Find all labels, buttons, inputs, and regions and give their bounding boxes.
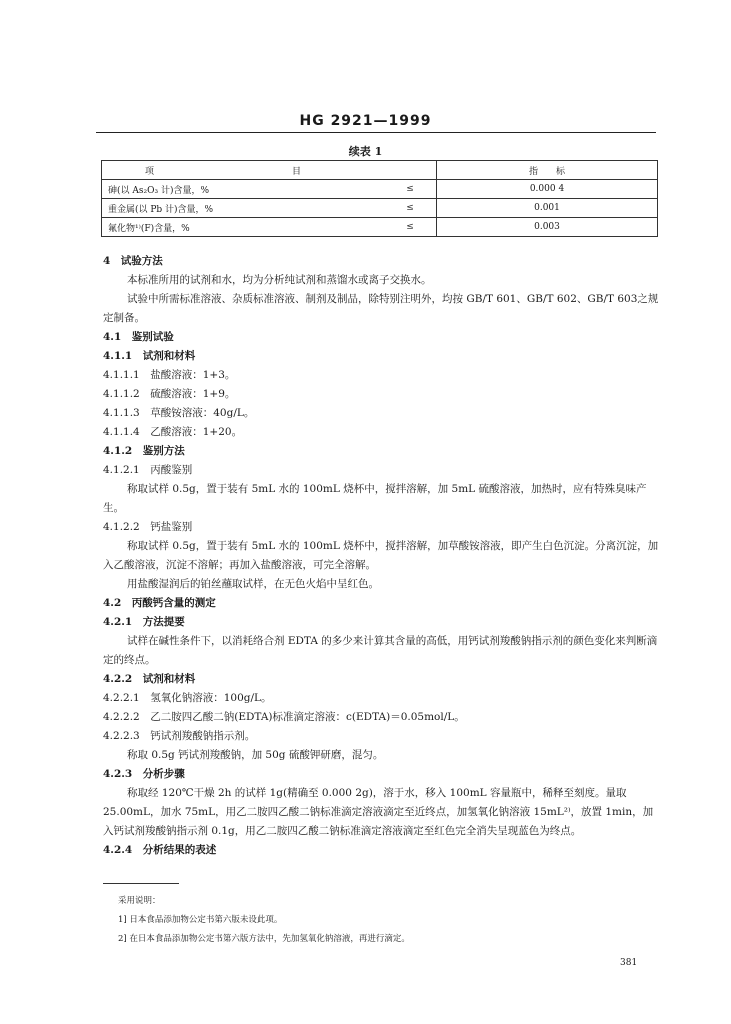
column-header-value: 指 标 bbox=[437, 161, 658, 180]
section-heading: 4 试验方法 bbox=[103, 255, 163, 267]
paragraph: 试样在碱性条件下，以消耗络合剂 EDTA 的多少来计算其含量的高低，用钙试剂羧酸钠指示剂的颜色变化来判断滴定的终点。 bbox=[103, 635, 658, 666]
body-text bbox=[103, 252, 663, 860]
row-item: 重金属(以 Pb 计)含量，% bbox=[102, 199, 385, 218]
section-heading: 4.2.2 试剂和材料 bbox=[103, 673, 196, 685]
footnote-rule bbox=[103, 883, 179, 884]
footnote-item: 2] 在日本食品添加物公定书第六版方法中，先加氢氧化钠溶液，再进行滴定。 bbox=[118, 934, 410, 944]
table-row bbox=[102, 180, 658, 199]
paragraph: 4.1.1.1 盐酸溶液：1+3。 bbox=[103, 369, 236, 381]
table-caption: 续表 1 bbox=[348, 145, 383, 158]
table-header-row bbox=[102, 161, 658, 180]
paragraph: 4.2.2.2 乙二胺四乙酸二钠(EDTA)标准滴定溶液：c(EDTA)＝0.05mol/L。 bbox=[103, 711, 465, 723]
footnote-item: 1] 日本食品添加物公定书第六版未设此项。 bbox=[118, 915, 283, 925]
row-operator: ≤ bbox=[384, 180, 437, 199]
footnotes bbox=[118, 892, 658, 949]
footnote-title: 采用说明： bbox=[118, 896, 161, 906]
specification-table bbox=[101, 160, 658, 237]
paragraph: 本标准所用的试剂和水，均为分析纯试剂和蒸馏水或离子交换水。 bbox=[127, 274, 432, 286]
header-rule bbox=[96, 132, 656, 133]
table-row bbox=[102, 199, 658, 218]
paragraph: 用盐酸湿润后的铂丝蘸取试样，在无色火焰中呈红色。 bbox=[127, 578, 379, 590]
section-heading: 4.2.1 方法提要 bbox=[103, 616, 185, 628]
page-number: 381 bbox=[620, 958, 638, 968]
paragraph: 称取经 120℃干燥 2h 的试样 1g(精确至 0.000 2g)，溶于水，移入 100mL 容量瓶中，稀释至刻度。量取 25.00mL，加水 75mL，用乙二胺四乙酸二钠标准滴定溶液滴定至近终点，加氢氧化钠溶液 15mL²⁾，放置 1min，加入钙试剂羧酸钠指示剂 0.1g，用乙二胺四乙酸二钠标准滴定溶液滴定至红色完全消失呈现蓝色为终点。 bbox=[103, 787, 654, 837]
paragraph: 4.2.2.3 钙试剂羧酸钠指示剂。 bbox=[103, 730, 256, 742]
column-header-item: 项 目 bbox=[102, 161, 385, 180]
paragraph: 4.1.2.2 钙盐鉴别 bbox=[103, 521, 193, 533]
paragraph: 4.1.1.2 硫酸溶液：1+9。 bbox=[103, 388, 236, 400]
table-row bbox=[102, 218, 658, 237]
section-heading: 4.1.2 鉴别方法 bbox=[103, 445, 185, 457]
paragraph: 试验中所需标准溶液、杂质标准溶液、制剂及制品，除特别注明外，均按 GB/T 601、GB/T 602、GB/T 603之规定制备。 bbox=[103, 293, 659, 324]
section-heading: 4.1.1 试剂和材料 bbox=[103, 350, 196, 362]
paragraph: 4.1.2.1 丙酸鉴别 bbox=[103, 464, 193, 476]
row-value: 0.003 bbox=[437, 218, 658, 237]
paragraph: 4.1.1.4 乙酸溶液：1+20。 bbox=[103, 426, 243, 438]
paragraph: 称取试样 0.5g，置于装有 5mL 水的 100mL 烧杯中，搅拌溶解，加 5mL 硫酸溶液，加热时，应有特殊臭味产生。 bbox=[103, 483, 647, 514]
row-operator: ≤ bbox=[384, 218, 437, 237]
row-item: 氟化物¹⁾(F)含量，% bbox=[102, 218, 385, 237]
paragraph: 4.2.2.1 氢氧化钠溶液：100g/L。 bbox=[103, 692, 272, 704]
section-heading: 4.2 丙酸钙含量的测定 bbox=[103, 597, 216, 609]
standard-code-header: HG 2921—1999 bbox=[299, 113, 432, 129]
paragraph: 称取 0.5g 钙试剂羧酸钠，加 50g 硫酸钾研磨，混匀。 bbox=[127, 749, 384, 761]
row-value: 0.001 bbox=[437, 199, 658, 218]
row-operator: ≤ bbox=[384, 199, 437, 218]
row-item: 砷(以 As₂O₃ 计)含量，% bbox=[102, 180, 385, 199]
section-heading: 4.1 鉴别试验 bbox=[103, 331, 174, 343]
section-heading: 4.2.4 分析结果的表述 bbox=[103, 844, 217, 856]
paragraph: 4.1.1.3 草酸铵溶液：40g/L。 bbox=[103, 407, 255, 419]
section-heading: 4.2.3 分析步骤 bbox=[103, 768, 185, 780]
paragraph: 称取试样 0.5g，置于装有 5mL 水的 100mL 烧杯中，搅拌溶解，加草酸铵溶液，即产生白色沉淀。分离沉淀，加入乙酸溶液，沉淀不溶解；再加入盐酸溶液，可完全溶解。 bbox=[103, 540, 659, 571]
column-header-operator bbox=[384, 161, 437, 180]
row-value: 0.000 4 bbox=[437, 180, 658, 199]
